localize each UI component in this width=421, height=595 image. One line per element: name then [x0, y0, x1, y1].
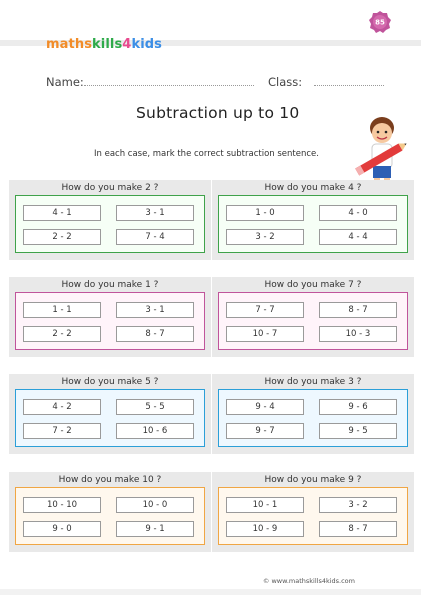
- question-card-7: [9, 472, 211, 552]
- answer-option[interactable]: 7 - 2: [23, 423, 101, 439]
- options-frame: [218, 389, 408, 447]
- options-frame: [15, 389, 205, 447]
- footer-copyright: © www.mathskills4kids.com: [262, 577, 355, 585]
- worksheet-number-badge: [368, 10, 392, 34]
- answer-option[interactable]: 4 - 2: [23, 399, 101, 415]
- answer-option[interactable]: 3 - 1: [116, 302, 194, 318]
- answer-option[interactable]: 9 - 7: [226, 423, 304, 439]
- question-card-6: [212, 374, 414, 454]
- name-field[interactable]: [84, 84, 254, 86]
- answer-option[interactable]: 10 - 1: [226, 497, 304, 513]
- question-card-1: [9, 180, 211, 260]
- question-text: How do you make 2 ?: [61, 183, 159, 193]
- question-text: How do you make 9 ?: [264, 475, 362, 485]
- answer-option[interactable]: 8 - 7: [116, 326, 194, 342]
- question-card-3: [9, 277, 211, 357]
- answer-option[interactable]: 8 - 7: [319, 302, 397, 318]
- question-text: How do you make 3 ?: [264, 377, 362, 387]
- answer-option[interactable]: 7 - 7: [226, 302, 304, 318]
- answer-option[interactable]: 10 - 6: [116, 423, 194, 439]
- options-frame: [218, 195, 408, 253]
- answer-option[interactable]: 9 - 6: [319, 399, 397, 415]
- answer-option[interactable]: 3 - 2: [226, 229, 304, 245]
- answer-option[interactable]: 7 - 4: [116, 229, 194, 245]
- answer-option[interactable]: 10 - 9: [226, 521, 304, 537]
- question-card-8: [212, 472, 414, 552]
- badge-number: 85: [375, 18, 385, 27]
- answer-option[interactable]: 9 - 5: [319, 423, 397, 439]
- answer-option[interactable]: 10 - 7: [226, 326, 304, 342]
- question-card-4: [212, 277, 414, 357]
- question-card-5: [9, 374, 211, 454]
- answer-option[interactable]: 10 - 0: [116, 497, 194, 513]
- answer-option[interactable]: 9 - 4: [226, 399, 304, 415]
- options-frame: [15, 292, 205, 350]
- options-frame: [15, 195, 205, 253]
- answer-option[interactable]: 10 - 3: [319, 326, 397, 342]
- logo-part-kids: kids: [131, 36, 162, 52]
- top-band: [0, 0, 421, 40]
- answer-option[interactable]: 3 - 2: [319, 497, 397, 513]
- answer-option[interactable]: 9 - 1: [116, 521, 194, 537]
- question-text: How do you make 10 ?: [58, 475, 162, 485]
- options-frame: [218, 487, 408, 545]
- worksheet-title: Subtraction up to 10: [136, 104, 300, 122]
- answer-option[interactable]: 2 - 2: [23, 229, 101, 245]
- answer-option[interactable]: 1 - 0: [226, 205, 304, 221]
- bottom-band: [0, 589, 421, 595]
- question-text: How do you make 4 ?: [264, 183, 362, 193]
- answer-option[interactable]: 4 - 1: [23, 205, 101, 221]
- question-text: How do you make 7 ?: [264, 280, 362, 290]
- options-frame: [218, 292, 408, 350]
- instruction-text: In each case, mark the correct subtraction sentence.: [94, 149, 319, 159]
- options-frame: [15, 487, 205, 545]
- answer-option[interactable]: 5 - 5: [116, 399, 194, 415]
- question-text: How do you make 1 ?: [61, 280, 159, 290]
- question-card-2: [212, 180, 414, 260]
- class-label: Class:: [268, 75, 303, 89]
- name-label: Name:: [46, 75, 84, 89]
- logo-part-4: 4: [122, 36, 132, 52]
- answer-option[interactable]: 9 - 0: [23, 521, 101, 537]
- logo-part-kills: kills: [92, 36, 123, 52]
- site-logo: [46, 36, 162, 52]
- answer-option[interactable]: 4 - 0: [319, 205, 397, 221]
- answer-option[interactable]: 1 - 1: [23, 302, 101, 318]
- class-field[interactable]: [314, 84, 384, 86]
- logo-part-maths: maths: [46, 36, 93, 52]
- answer-option[interactable]: 8 - 7: [319, 521, 397, 537]
- question-text: How do you make 5 ?: [61, 377, 159, 387]
- answer-option[interactable]: 2 - 2: [23, 326, 101, 342]
- answer-option[interactable]: 3 - 1: [116, 205, 194, 221]
- answer-option[interactable]: 4 - 4: [319, 229, 397, 245]
- answer-option[interactable]: 10 - 10: [23, 497, 101, 513]
